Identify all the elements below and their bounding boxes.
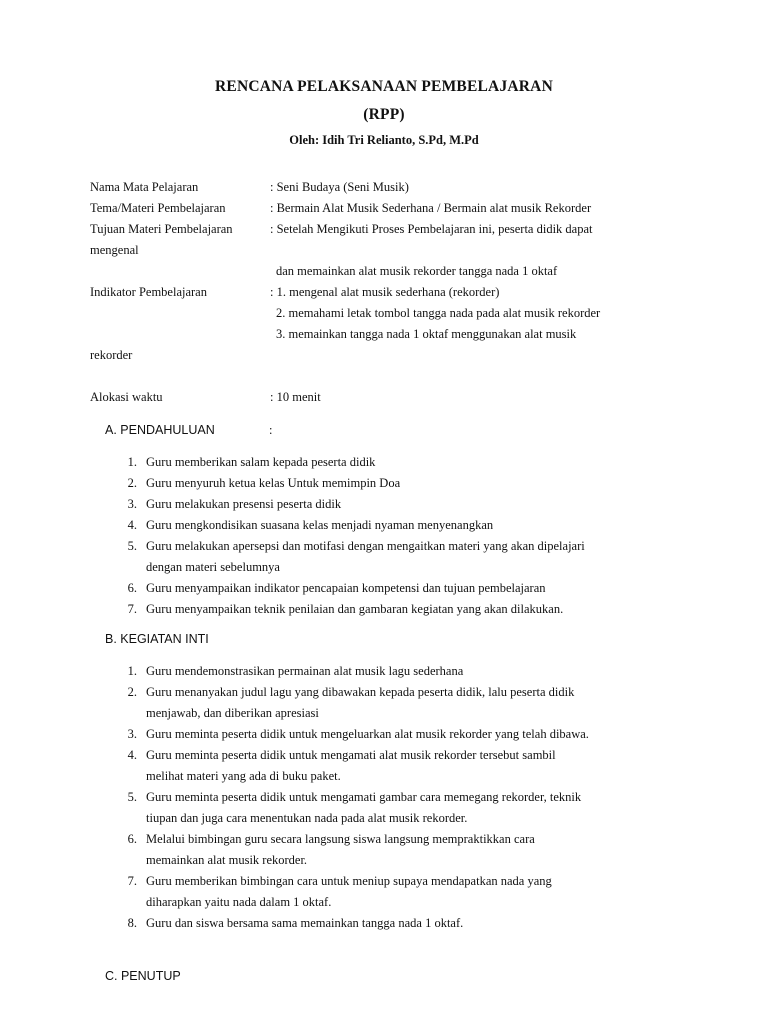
tema-label: Tema/Materi Pembelajaran [90, 201, 226, 215]
list-item-number: 3. [127, 727, 137, 741]
mapel-label: Nama Mata Pelajaran [90, 180, 199, 194]
list-item-text: melihat materi yang ada di buku paket. [146, 769, 341, 783]
list-item-text: Guru memberikan bimbingan cara untuk meniup supaya mendapatkan nada yang [146, 874, 552, 888]
list-item-number: 6. [127, 832, 137, 846]
list-item-number: 4. [127, 518, 137, 532]
list-item-text: Guru menyuruh ketua kelas Untuk memimpin Doa [146, 476, 401, 490]
tujuan-wrap-text: mengenal [90, 243, 139, 257]
list-item-text: Guru melakukan apersepsi dan motifasi dengan mengaitkan materi yang akan dipelajari [146, 539, 585, 553]
author-line: Oleh: Idih Tri Relianto, S.Pd, M.Pd [289, 133, 479, 147]
list-item-text: Guru mengkondisikan suasana kelas menjadi nyaman menyenangkan [146, 518, 494, 532]
list-item-text: Guru meminta peserta didik untuk mengamati gambar cara memegang rekorder, teknik [146, 790, 582, 804]
list-item-number: 1. [127, 664, 137, 678]
list-item-number: 6. [127, 581, 137, 595]
list-item-text: Guru dan siswa bersama sama memainkan tangga nada 1 oktaf. [146, 916, 464, 930]
tujuan-label: Tujuan Materi Pembelajaran [90, 222, 233, 236]
list-item-text: diharapkan yaitu nada dalam 1 oktaf. [146, 895, 332, 909]
list-item-number: 2. [127, 685, 137, 699]
list-item-text: menjawab, dan diberikan apresiasi [146, 706, 319, 720]
section-a-title: A. PENDAHULUAN [105, 423, 215, 437]
tujuan-second-line: dan memainkan alat musik rekorder tangga nada 1 oktaf [276, 264, 558, 278]
alokasi-value: : 10 menit [270, 390, 321, 404]
indikator-item-3: 3. memainkan tangga nada 1 oktaf menggunakan alat musik [276, 327, 577, 341]
mapel-value: : Seni Budaya (Seni Musik) [270, 180, 409, 194]
tema-value: : Bermain Alat Musik Sederhana / Bermain alat musik Rekorder [270, 201, 592, 215]
indikator-item-1: : 1. mengenal alat musik sederhana (rekorder) [270, 285, 500, 299]
section-a-heading [105, 420, 273, 441]
list-item-number: 1. [127, 455, 137, 469]
indikator-label: Indikator Pembelajaran [90, 285, 207, 299]
list-item-number: 3. [127, 497, 137, 511]
list-item-number: 7. [127, 602, 137, 616]
document-subtitle: (RPP) [363, 106, 405, 123]
list-item-text: Melalui bimbingan guru secara langsung siswa langsung mempraktikkan cara [146, 832, 535, 846]
list-item-text: Guru memberikan salam kepada peserta didik [146, 455, 376, 469]
list-item-text: Guru melakukan presensi peserta didik [146, 497, 342, 511]
list-item-text: Guru meminta peserta didik untuk mengamati alat musik rekorder tersebut sambil [146, 748, 556, 762]
indikator-item-2: 2. memahami letak tombol tangga nada pada alat musik rekorder [276, 306, 601, 320]
section-a-colon: : [269, 423, 273, 437]
list-item-text: Guru mendemonstrasikan permainan alat musik lagu sederhana [146, 664, 464, 678]
alokasi-label: Alokasi waktu [90, 390, 163, 404]
list-item-text: Guru menyampaikan indikator pencapaian kompetensi dan tujuan pembelajaran [146, 581, 546, 595]
indikator-wrap-text: rekorder [90, 348, 133, 362]
list-item-number: 5. [127, 790, 137, 804]
list-item-number: 4. [127, 748, 137, 762]
list-item-text: Guru meminta peserta didik untuk mengeluarkan alat musik rekorder yang telah dibawa. [146, 727, 589, 741]
list-item-number: 5. [127, 539, 137, 553]
list-item-number: 2. [127, 476, 137, 490]
section-c-heading [105, 966, 181, 987]
section-b-heading [105, 629, 209, 650]
document-title: RENCANA PELAKSANAAN PEMBELAJARAN [215, 78, 553, 95]
section-b-title: B. KEGIATAN INTI [105, 632, 209, 646]
list-item-text: dengan materi sebelumnya [146, 560, 280, 574]
list-item-text: memainkan alat musik rekorder. [146, 853, 308, 867]
list-item-text: Guru menyampaikan teknik penilaian dan gambaran kegiatan yang akan dilakukan. [146, 602, 564, 616]
list-item-text: Guru menanyakan judul lagu yang dibawakan kepada peserta didik, lalu peserta didik [146, 685, 575, 699]
section-c-title: C. PENUTUP [105, 969, 181, 983]
tujuan-value: : Setelah Mengikuti Proses Pembelajaran ini, peserta didik dapat [270, 222, 593, 236]
list-item-number: 8. [127, 916, 137, 930]
list-item-number: 7. [127, 874, 137, 888]
list-item-text: tiupan dan juga cara menentukan nada pada alat musik rekorder. [146, 811, 468, 825]
